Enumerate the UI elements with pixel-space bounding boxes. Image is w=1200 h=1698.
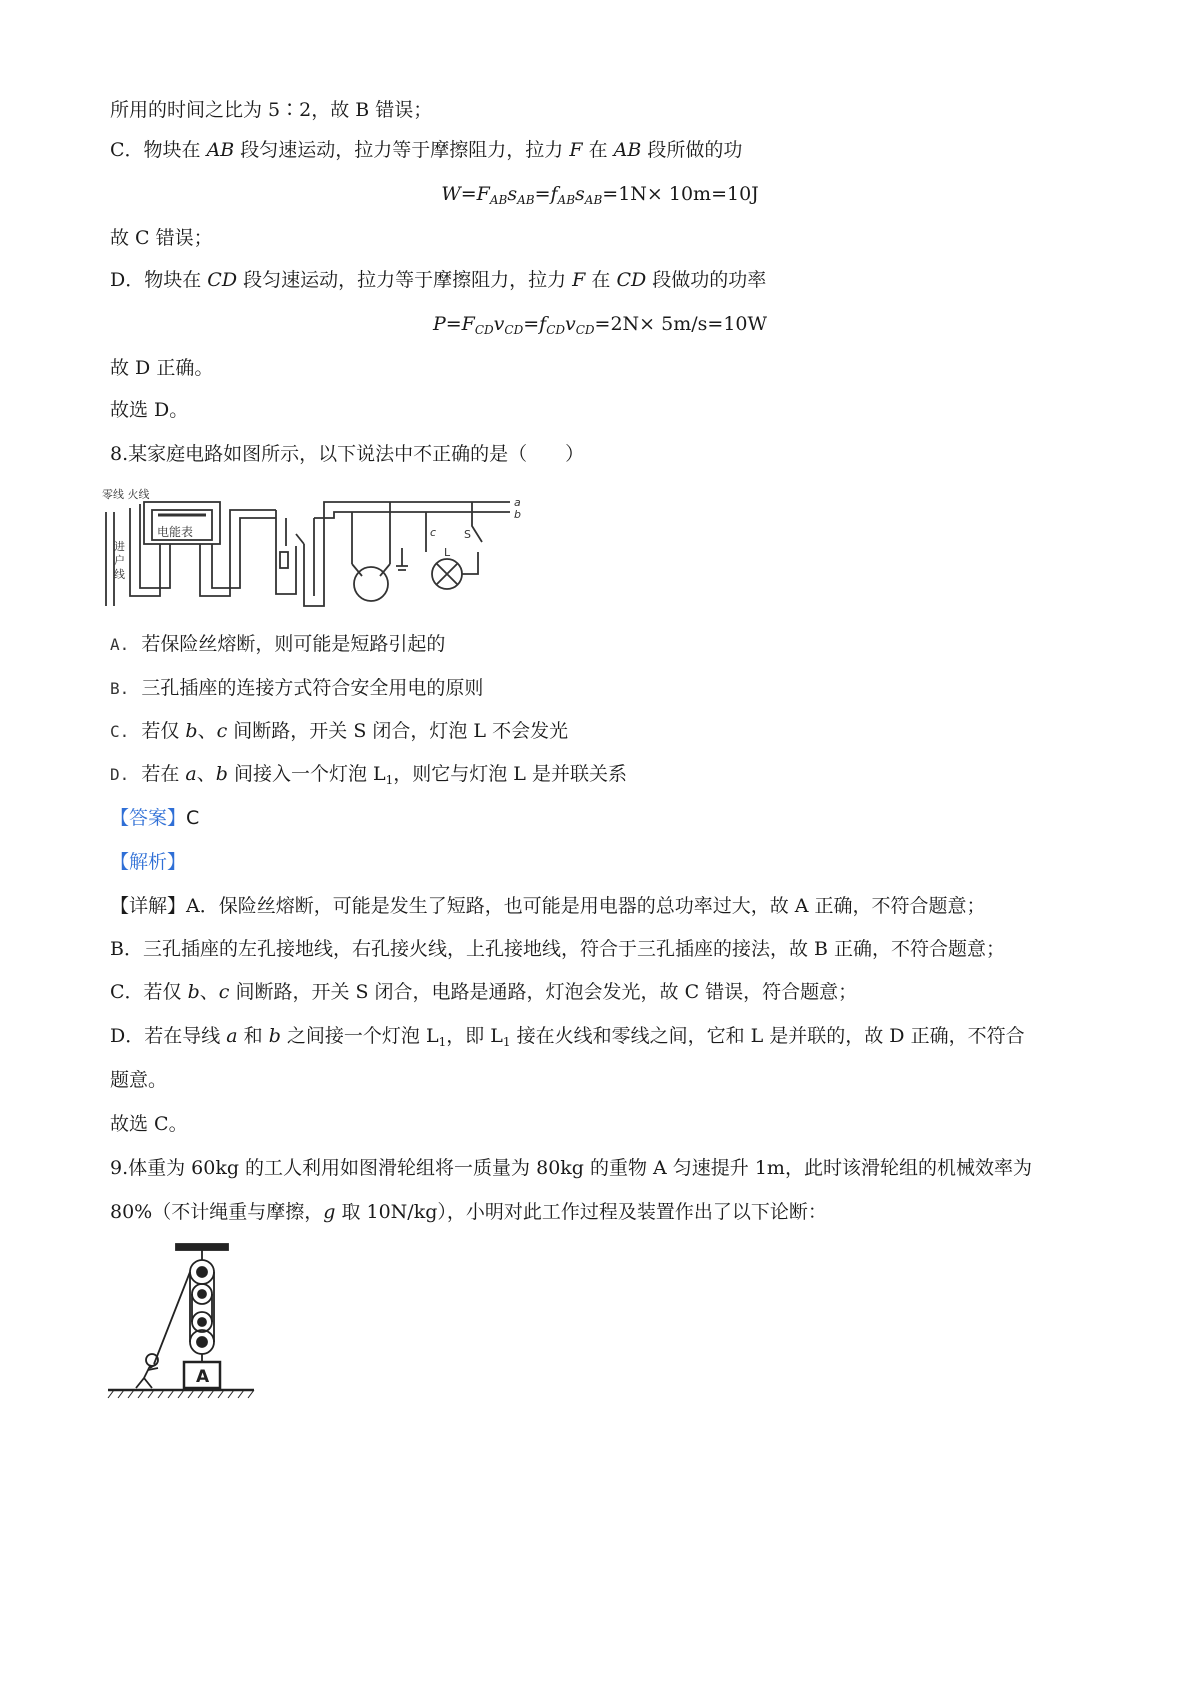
answer-value: C [186,807,200,829]
detail-line: 【详解】A．保险丝熔断，可能是发生了短路，也可能是用电器的总功率过大，故 A 正确，不符合题意； [110,895,986,917]
entry-label-2: 户 [114,554,125,567]
entry-label-3: 线 [114,568,125,581]
option-text: 三孔插座的连接方式符合安全用电的原则 [141,677,484,699]
option-c: C. 若仅 b、c 间断路，开关 S 闭合，灯泡 L 不会发光 [110,720,569,742]
option-b [110,676,483,701]
option-d: D. 若在 a、b 间接入一个灯泡 $L_1$，则它与灯泡 L 是并联关系 [110,763,627,787]
option-letter: D. [110,765,130,784]
question-9-stem: 9.体重为 60kg 的工人利用如图滑轮组将一质量为 80kg 的重物 A 匀速提升 1m，此时该滑轮组的机械效率为 [110,1157,1032,1179]
answer-line [110,806,199,830]
pulley-system-figure [106,1242,256,1402]
block-a-label: A [196,1367,210,1387]
analysis-label: 【解析】 [110,851,187,873]
label-S: S [464,528,471,541]
question-8-stem: 8.某家庭电路如图所示，以下说法中不正确的是（ ） [110,443,585,465]
label-b: b [514,508,521,521]
option-letter: C. [110,722,130,741]
option-letter: B. [110,679,130,698]
entry-label-1: 进 [114,540,125,553]
household-circuit-diagram [100,486,530,616]
detail-line: B．三孔插座的左孔接地线，右孔接火线，上孔接地线，符合于三孔插座的接法，故 B 正确，不符合题意； [110,938,1006,960]
label-a: a [514,496,521,509]
label-L: L [444,546,451,559]
formula-work: $W=F_{AB}s_{AB}=f_{AB}s_{AB}=1N\times 10m=10J$ [441,183,759,207]
text-line: C．物块在 AB 段匀速运动，拉力等于摩擦阻力，拉力 F 在 AB 段所做的功 [110,139,743,161]
detail-line: 题意。 [110,1069,168,1091]
question-9-stem: 80%（不计绳重与摩擦，g 取 10N/kg），小明对此工作过程及装置作出了以下论断： [110,1201,827,1223]
text-line: 故 C 错误； [110,227,213,249]
option-text: 若保险丝熔断，则可能是短路引起的 [141,633,446,655]
detail-line: D．若在导线 a 和 b 之间接一个灯泡 $L_1$，即 $L_1$ 接在火线和零线之间，它和 L 是并联的，故 D 正确，不符合 [110,1025,1025,1049]
text-line: 所用的时间之比为 5∶2，故 B 错误； [110,99,433,121]
text-line: 故选 D。 [110,399,189,421]
answer-label: 【答案】 [110,807,187,829]
detail-line: C．若仅 b、c 间断路，开关 S 闭合，电路是通路，灯泡会发光，故 C 错误，符合题意； [110,981,858,1003]
text-line: D．物块在 CD 段匀速运动，拉力等于摩擦阻力，拉力 F 在 CD 段做功的功率 [110,269,767,291]
option-letter: A. [110,635,130,654]
meter-label: 电能表 [157,525,194,539]
label-c: c [430,526,437,539]
conclusion: 故选 C。 [110,1113,188,1135]
neutral-fire-label: 零线 火线 [102,488,150,501]
text-line: 故 D 正确。 [110,357,214,379]
formula-power: $P=F_{CD}v_{CD}=f_{CD}v_{CD}=2N\times 5m/s=10W$ [432,313,768,337]
option-a [110,632,445,657]
